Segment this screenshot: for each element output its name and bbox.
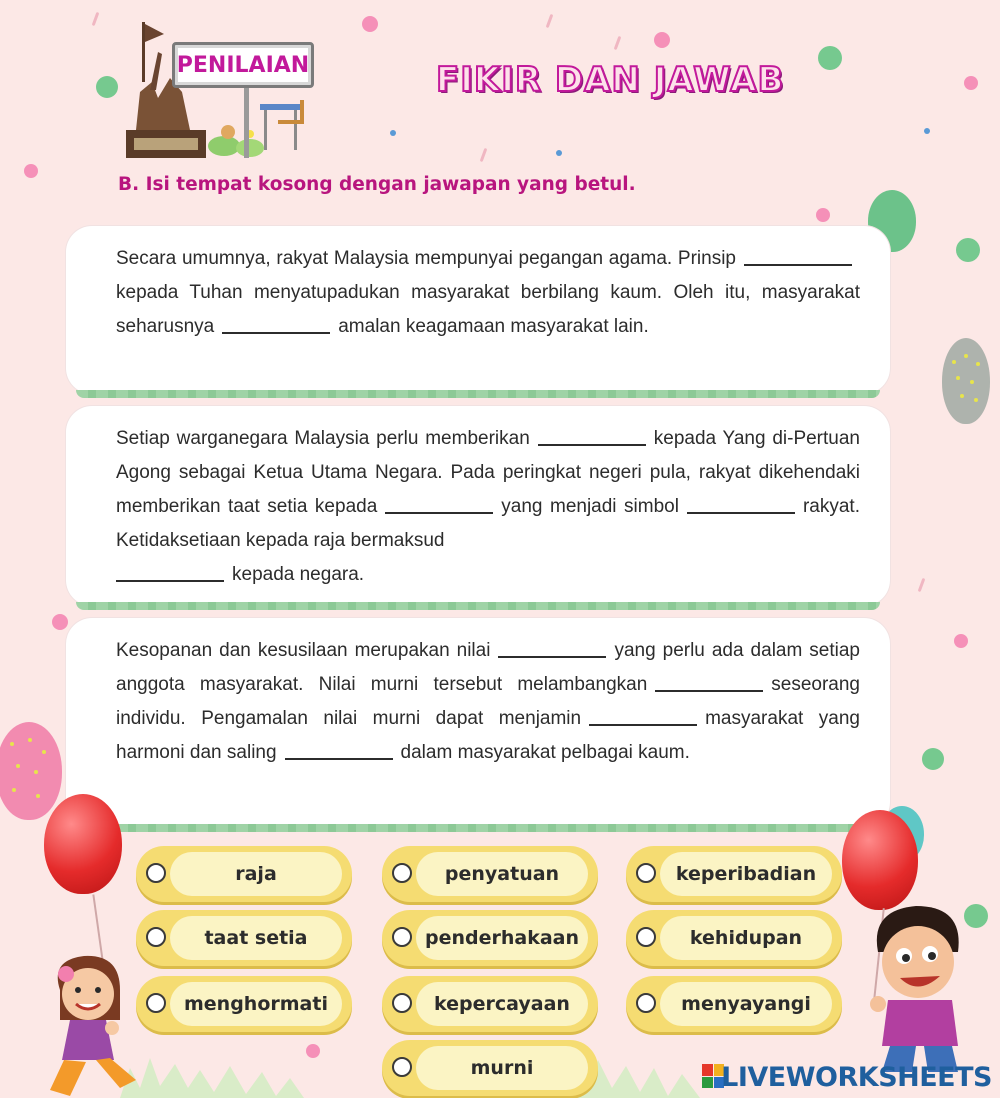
passage-card-2 [66, 406, 890, 606]
answer-blank[interactable] [744, 264, 852, 266]
answer-chip-label: keperibadian [660, 852, 832, 896]
confetti-dash [92, 12, 100, 26]
confetti-dot [818, 46, 842, 70]
confetti-dot [954, 634, 968, 648]
answer-chip-label: kepercayaan [416, 982, 588, 1026]
drag-handle-icon [392, 993, 412, 1013]
passage-text: Setiap warganegara Malaysia perlu memberikan kepada Yang di-Pertuan Agong sebagai Ketua Utama Negara. Pada peringkat negeri pula, rakyat dikehendaki memberikan taat setia kepada yang menjadi simbol rakyat. Ketidaksetiaan kepada raja bermaksud kepada negara. [116, 428, 860, 585]
confetti-dash [614, 36, 622, 50]
liveworksheets-logo: LIVEWORKSHEETS [721, 1062, 992, 1093]
passage-text: Kesopanan dan kesusilaan merupakan nilai yang perlu ada dalam setiap anggota masyarakat. Nilai murni tersebut melambangkan seseorang individu. Pengamalan nilai murni dapat menjamin masyarakat yang harmoni dan saling dalam masyarakat pelbagai kaum. [116, 640, 860, 763]
page-title: FIKIR DAN JAWAB [436, 60, 785, 100]
answer-blank[interactable] [222, 332, 330, 334]
red-balloon-left [44, 794, 122, 894]
answer-chip-kehidupan[interactable] [626, 910, 842, 966]
confetti-dot [956, 238, 980, 262]
answer-chip-penderhakaan[interactable] [382, 910, 598, 966]
answer-chip-murni[interactable] [382, 1040, 598, 1096]
answer-chip-kepercayaan[interactable] [382, 976, 598, 1032]
answer-chip-keperibadian[interactable] [626, 846, 842, 902]
confetti-dot [654, 32, 670, 48]
answer-blank[interactable] [116, 580, 224, 582]
answer-blank[interactable] [687, 512, 795, 514]
drag-handle-icon [392, 927, 412, 947]
answer-blank[interactable] [385, 512, 493, 514]
passage-card-1 [66, 226, 890, 394]
confetti-dash [546, 14, 554, 28]
drag-handle-icon [146, 863, 166, 883]
answer-chip-taat-setia[interactable] [136, 910, 352, 966]
answer-chip-label: penyatuan [416, 852, 588, 896]
confetti-dot [52, 614, 68, 630]
answer-chip-penyatuan[interactable] [382, 846, 598, 902]
confetti-dot [924, 128, 930, 134]
grey-balloon [942, 338, 990, 424]
red-balloon-right [842, 810, 918, 910]
confetti-dot [922, 748, 944, 770]
answer-chip-label: raja [170, 852, 342, 896]
drag-handle-icon [392, 1057, 412, 1077]
drag-handle-icon [636, 927, 656, 947]
answer-blank[interactable] [655, 690, 763, 692]
answer-chip-label: taat setia [170, 916, 342, 960]
boy-illustration [860, 896, 980, 1072]
answer-chip-label: murni [416, 1046, 588, 1090]
confetti-dot [24, 164, 38, 178]
confetti-dash [918, 578, 926, 592]
answer-blank[interactable] [589, 724, 697, 726]
confetti-dot [390, 130, 396, 136]
answer-chip-menyayangi[interactable] [626, 976, 842, 1032]
confetti-dash [480, 148, 488, 162]
pink-balloon [0, 722, 62, 820]
answer-blank[interactable] [285, 758, 393, 760]
drag-handle-icon [636, 863, 656, 883]
confetti-dot [362, 16, 378, 32]
answer-chip-label: menyayangi [660, 982, 832, 1026]
answer-blank[interactable] [538, 444, 646, 446]
passage-text: Secara umumnya, rakyat Malaysia mempunyai pegangan agama. Prinsipkepada Tuhan menyatupadukan masyarakat berbilang kaum. Oleh itu, masyarakat seharusnya amalan keagamaan masyarakat lain. [116, 248, 860, 337]
answer-chip-label: kehidupan [660, 916, 832, 960]
drag-handle-icon [636, 993, 656, 1013]
confetti-dot [816, 208, 830, 222]
confetti-dot [556, 150, 562, 156]
drag-handle-icon [392, 863, 412, 883]
penilaian-badge: PENILAIAN [172, 42, 314, 88]
instruction-text: B. Isi tempat kosong dengan jawapan yang betul. [118, 174, 636, 195]
passage-card-3 [66, 618, 890, 828]
answer-blank[interactable] [498, 656, 606, 658]
answer-chip-raja[interactable] [136, 846, 352, 902]
answer-chip-label: menghormati [170, 982, 342, 1026]
drag-handle-icon [146, 927, 166, 947]
answer-chip-menghormati[interactable] [136, 976, 352, 1032]
girl-illustration [40, 950, 160, 1098]
answer-chip-label: penderhakaan [416, 916, 588, 960]
confetti-dot [964, 76, 978, 90]
